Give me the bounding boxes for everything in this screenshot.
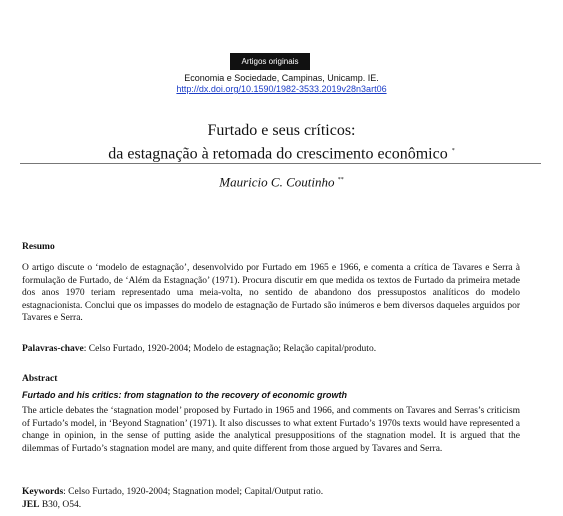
doi-link[interactable]: http://dx.doi.org/10.1590/1982-3533.2019v28n3art06: [176, 84, 387, 94]
resumo-keywords-value: : Celso Furtado, 1920-2004; Modelo de estagnação; Relação capital/produto.: [83, 344, 377, 354]
title-line-2: [0, 141, 563, 164]
author-line: [0, 172, 563, 190]
doi-line: [0, 84, 563, 95]
abstract-jel: [22, 499, 520, 512]
abstract-heading: Abstract: [22, 374, 58, 384]
title-line-2-text: da estagnação à retomada do crescimento econômico: [108, 145, 448, 163]
section-badge: Artigos originais: [230, 53, 310, 70]
abstract-subtitle: Furtado and his critics: from stagnation to the recovery of economic growth: [22, 390, 348, 400]
title-footnote-mark[interactable]: *: [451, 148, 455, 154]
journal-citation: Economia e Sociedade, Campinas, Unicamp. IE.: [184, 73, 379, 83]
abstract-jel-label: JEL: [22, 500, 40, 510]
resumo-text: O artigo discute o ‘modelo de estagnação’, desenvolvido por Furtado em 1965 e 1966, e comenta a crítica de Tavares e Serra à formulação de Furtado, de ‘Além da Estagnação’ (1971). Procura discutir em que medida os textos de Furtado da primeira metade dos anos 1970 teriam representado uma meia-volta, no sentido de abandono dos pressupostos analíticos do modelo estagnacionista. Conclui que os impasses do modelo de estagnação de Furtado são inúmeros e bem diversos daqueles arguidos por Tavares e Serra.: [22, 263, 520, 324]
title-line-1: Furtado e seus críticos:: [207, 122, 356, 139]
paper-title: [0, 121, 563, 164]
title-rule: [20, 163, 541, 164]
abstract-jel-value: B30, O54.: [39, 500, 82, 510]
resumo-keywords: [22, 343, 520, 356]
abstract-keywords-value: : Celso Furtado, 1920-2004; Stagnation model; Capital/Output ratio.: [63, 487, 324, 497]
author-footnote-mark[interactable]: **: [337, 177, 344, 183]
abstract-keywords: [22, 486, 520, 499]
resumo-heading: Resumo: [22, 242, 55, 252]
abstract-text: The article debates the ‘stagnation model’ proposed by Furtado in 1965 and 1966, and comments on Tavares and Serras’s criticism of Furtado’s model, in ‘Beyond Stagnation’ (1971). It also discusses to what extent Furtado’s 1970s texts would have represented a change in opinion, in the sense of putting aside the analytical presuppositions of the stagnation model. It is argued that the dilemmas of Furtado’s stagnation model are many, and quite different from those argued by Tavares and Serra.: [22, 406, 520, 454]
resumo-keywords-label: Palavras-chave: [22, 344, 84, 354]
author-name: Mauricio C. Coutinho: [219, 174, 335, 190]
abstract-keywords-label: Keywords: [22, 487, 64, 497]
